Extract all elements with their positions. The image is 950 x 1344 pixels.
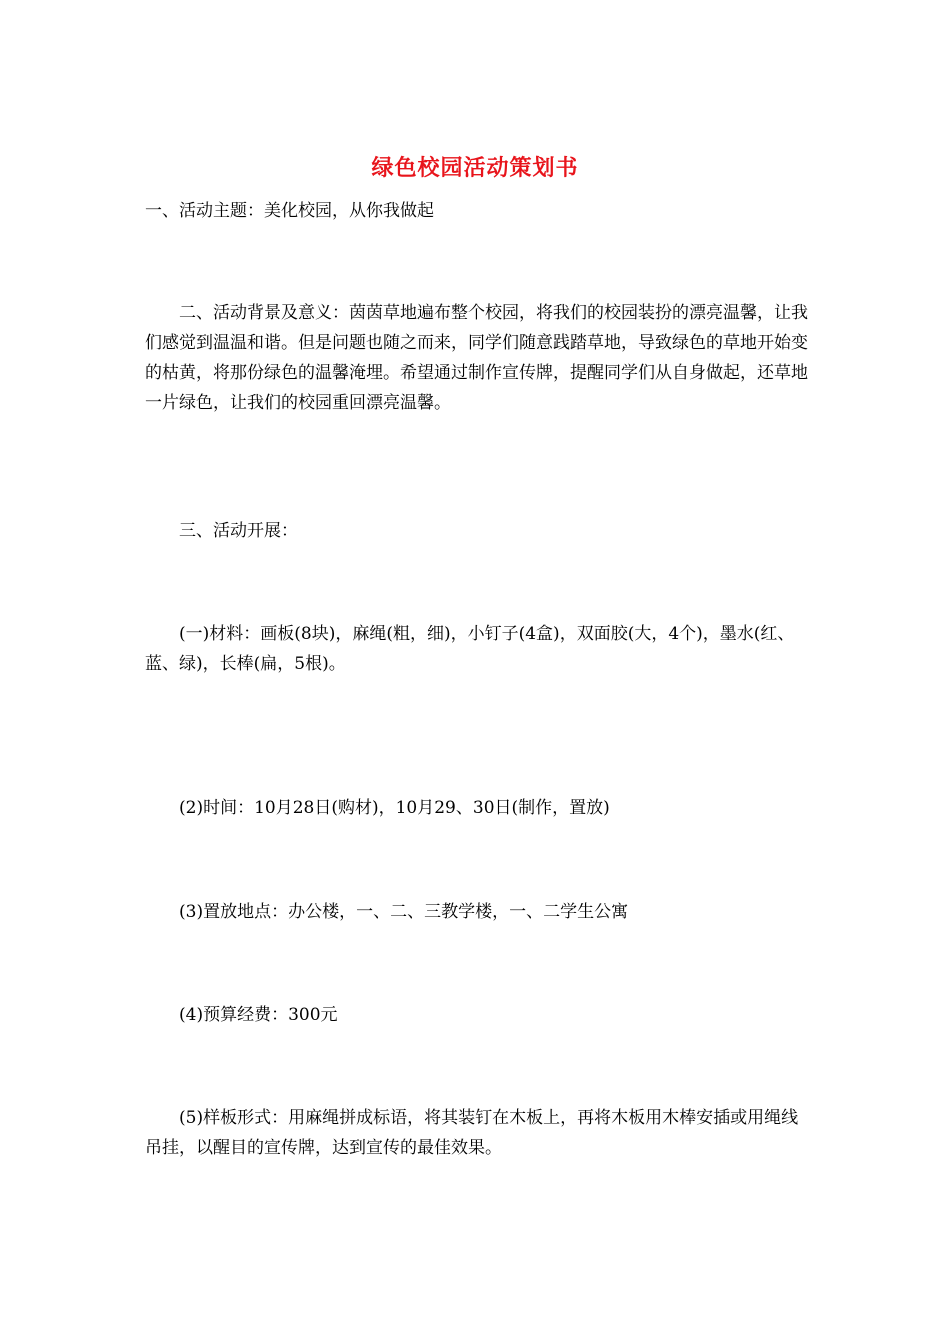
paragraph-activity-theme: 一、活动主题：美化校园，从你我做起	[145, 201, 434, 221]
paragraph-background-significance: 二、活动背景及意义：茵茵草地遍布整个校园，将我们的校园装扮的漂亮温馨，让我们感觉到温温和谐。但是问题也随之而来，同学们随意践踏草地，导致绿色的草地开始变的枯黄，将那份绿色的温馨淹埋。希望通过制作宣传牌，提醒同学们从自身做起，还草地一片绿色，让我们的校园重回漂亮温馨。	[145, 303, 808, 413]
paragraph-time: (2)时间：10月28日(购材)，10月29、30日(制作，置放)	[179, 798, 610, 818]
paragraph-location: (3)置放地点：办公楼，一、二、三教学楼，一、二学生公寓	[179, 902, 629, 922]
document-title: 绿色校园活动策划书	[371, 155, 579, 181]
paragraph-materials: (一)材料：画板(8块)，麻绳(粗，细)，小钉子(4盒)，双面胶(大，4个)，墨水(红、蓝、绿)，长棒(扁，5根)。	[145, 624, 795, 674]
paragraph-budget: (4)预算经费：300元	[179, 1005, 338, 1025]
paragraph-activity-development: 三、活动开展：	[179, 521, 298, 541]
paragraph-sample-format: (5)样板形式：用麻绳拼成标语，将其装钉在木板上，再将木板用木棒安插或用绳线吊挂，以醒目的宣传牌，达到宣传的最佳效果。	[145, 1108, 799, 1158]
